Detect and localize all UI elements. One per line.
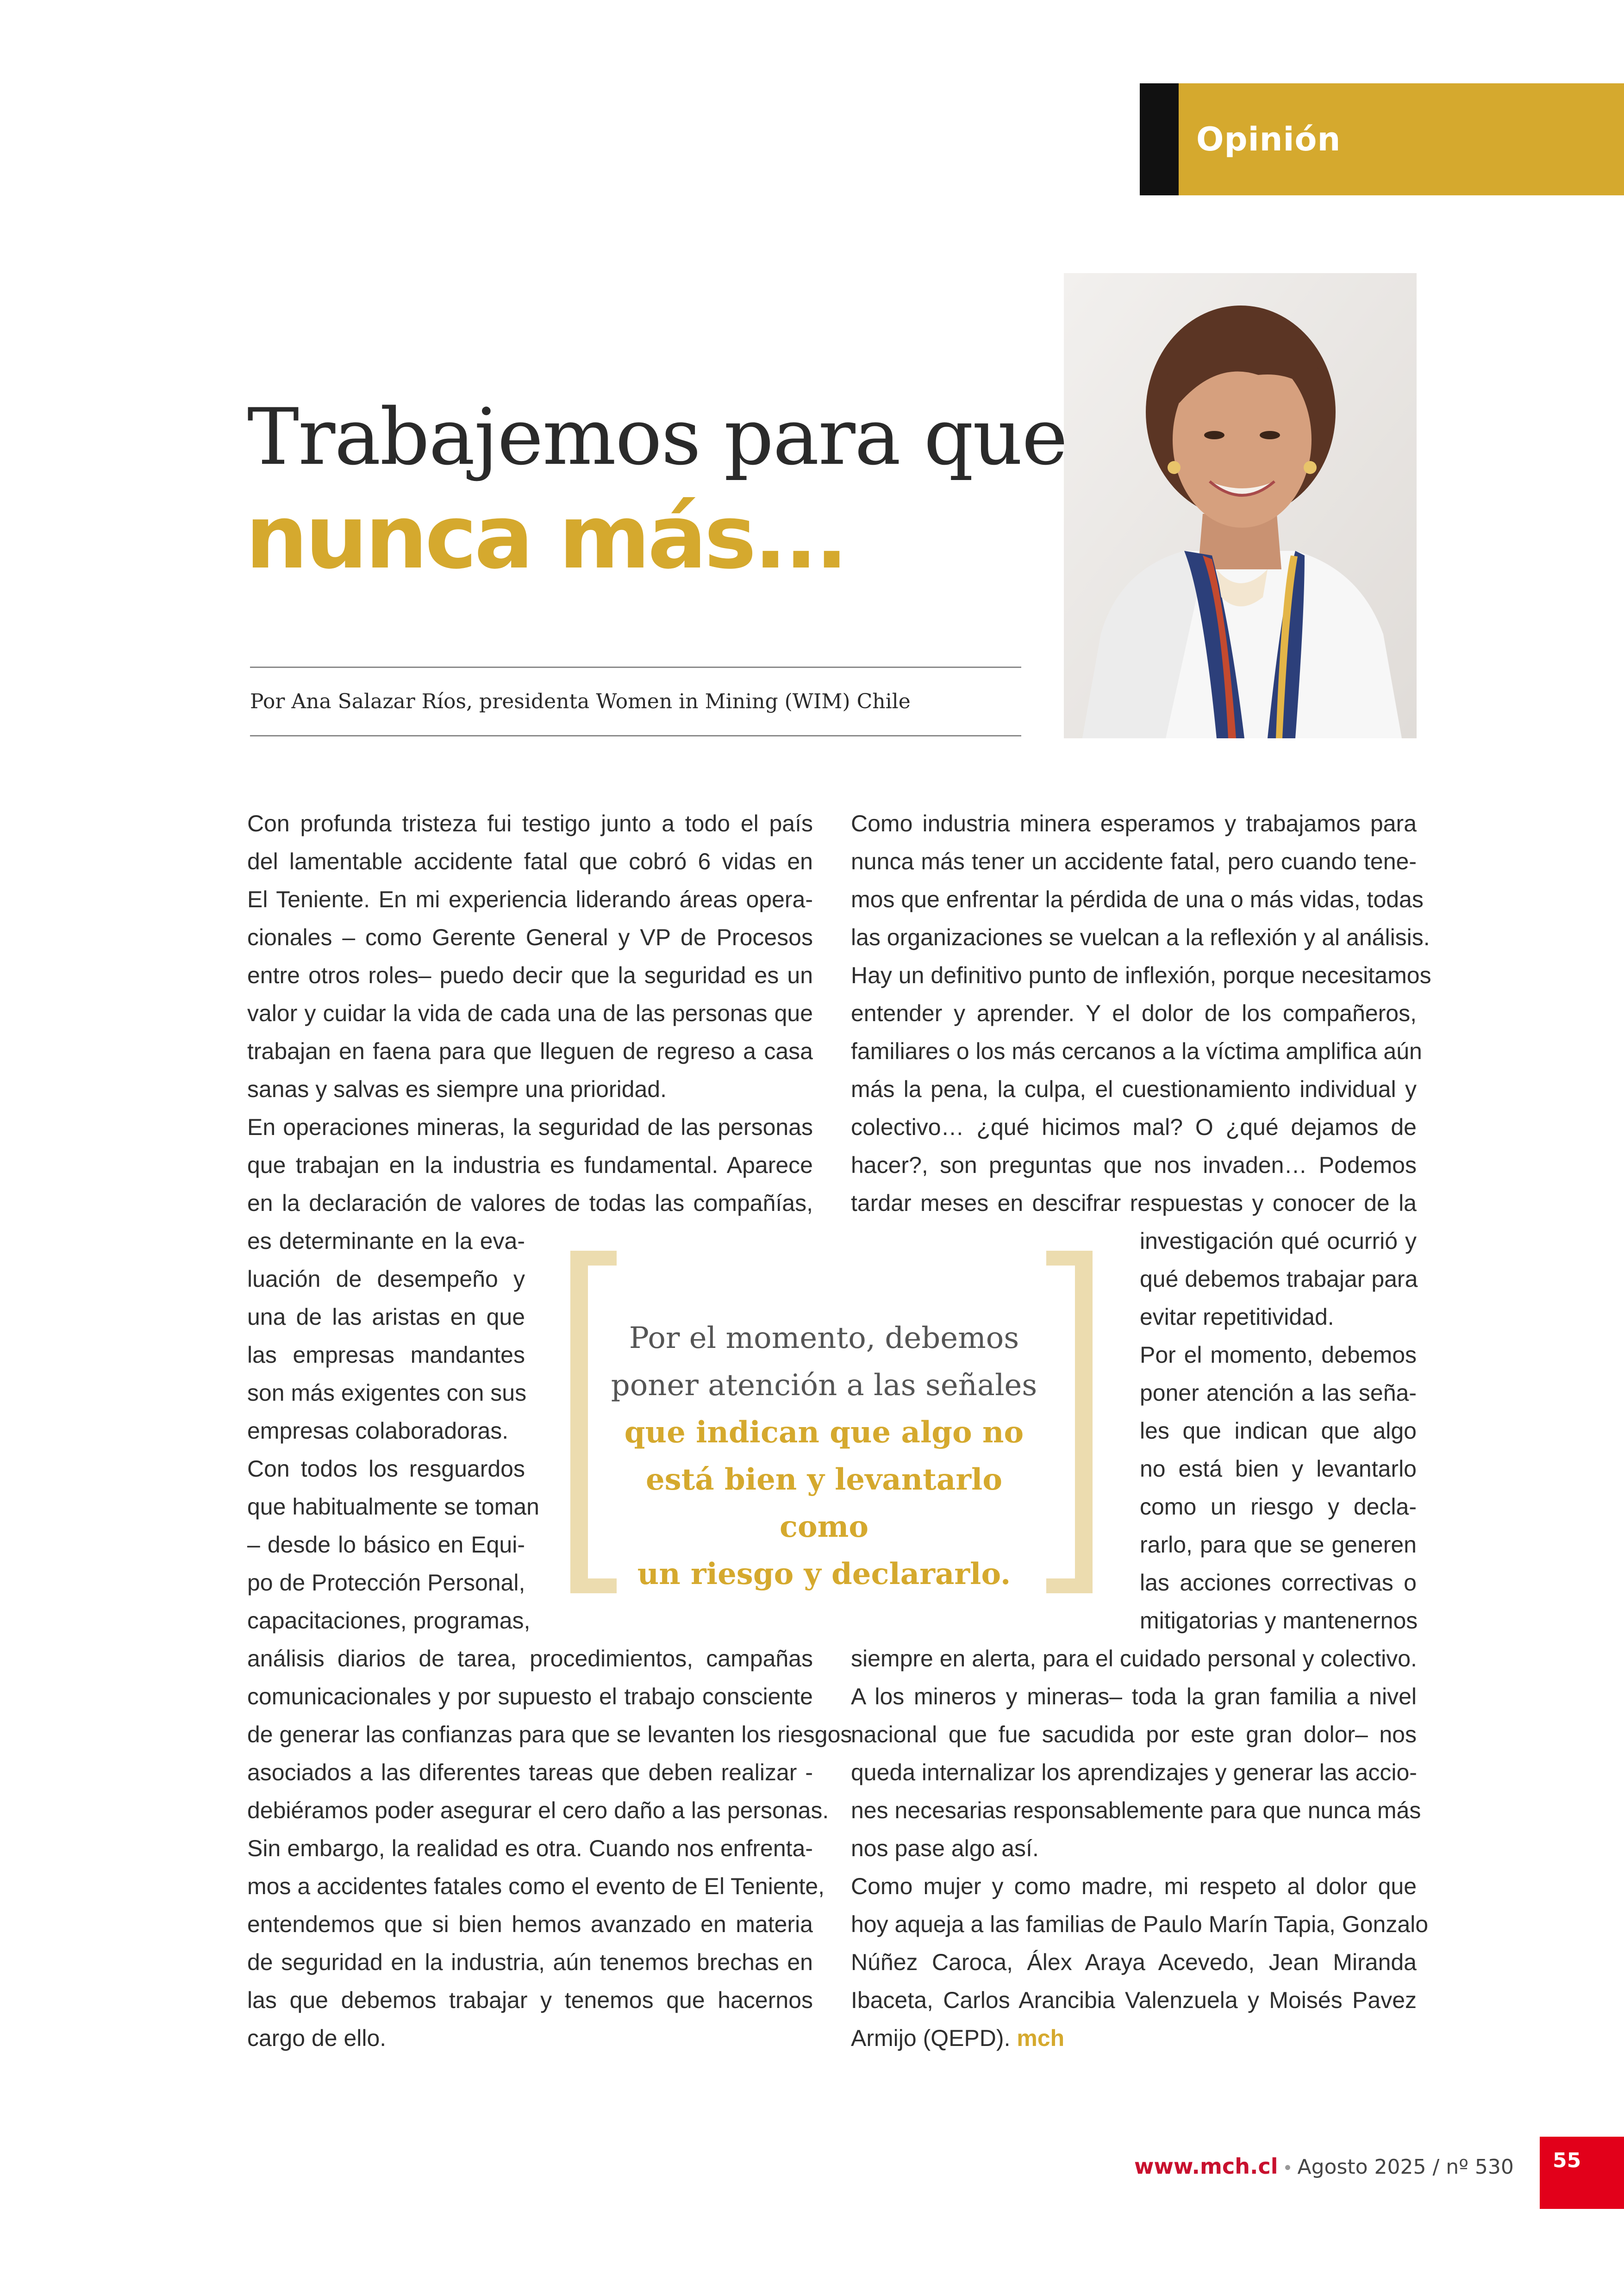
text-line: luación de desempeño y [247,1266,525,1292]
pull-quote-line: un riesgo y declararlo. [637,1557,1011,1591]
text-line: capacitaciones, programas, [247,1608,531,1634]
byline: Por Ana Salazar Ríos, presidenta Women in Mining (WIM) Chile [250,690,911,713]
rule-top [250,667,1021,668]
text-line: tardar meses en descifrar respuestas y conocer de la [851,1190,1417,1216]
text-line: valor y cuidar la vida de cada una de las personas que [247,1000,813,1026]
text-line: Ibaceta, Carlos Arancibia Valenzuela y Moisés Pavez [851,1987,1417,2013]
text-line: – desde lo básico en Equi- [247,1532,525,1558]
text-line: Como mujer y como madre, mi respeto al dolor que [851,1873,1417,1899]
pull-quote [602,1315,1046,1598]
left-column-bottom [247,1640,852,2057]
text-line: que habitualmente se toman [247,1494,539,1520]
text-line: Núñez Caroca, Álex Araya Acevedo, Jean Miranda [851,1949,1417,1975]
text-line: A los mineros y mineras– toda la gran familia a nivel [851,1684,1417,1709]
text-line: po de Protección Personal, [247,1570,525,1596]
text-line: mos que enfrentar la pérdida de una o más vidas, todas [851,886,1424,912]
rule-bottom [250,735,1021,736]
text-line: sanas y salvas es siempre una prioridad. [247,1076,667,1102]
left-column-narrow [247,1222,539,1640]
text-line: asociados a las diferentes tareas que deben realizar - [247,1759,813,1785]
text-line: las organizaciones se vuelcan a la reflexión y al análisis. [851,924,1430,950]
text-line: les que indican que algo [1140,1418,1417,1444]
text-line: En operaciones mineras, la seguridad de las personas [247,1114,813,1140]
text-line: Por el momento, debemos [1140,1342,1417,1368]
text-line: nes necesarias responsablemente para que nunca más [851,1797,1421,1823]
text-line: es determinante en la eva- [247,1228,525,1254]
text-line: rarlo, para que se generen [1140,1532,1417,1558]
text-line: hacer?, son preguntas que nos invaden… Podemos [851,1152,1417,1178]
text-line: cionales – como Gerente General y VP de Procesos [247,924,813,950]
headline-line-2: nunca más... [245,486,846,588]
text-line: comunicacionales y por supuesto el trabajo consciente [247,1684,813,1709]
text-line: trabajan en faena para que lleguen de regreso a casa [247,1038,813,1064]
text-line: no está bien y levantarlo [1140,1456,1417,1482]
text-line: análisis diarios de tarea, procedimientos, campañas [247,1646,813,1671]
end-mark-logo: mch [1017,2025,1065,2051]
pull-quote-line: está bien y levantarlo como [645,1462,1003,1544]
headline-line-1: Trabajemos para que [247,392,1067,482]
text-line: nacional que fue sacudida por este gran dolor– nos [851,1721,1417,1747]
text-line: poner atención a las seña- [1140,1380,1417,1406]
text-line: las empresas mandantes [247,1342,525,1368]
section-label: Opinión [1196,120,1341,158]
right-column-narrow [1140,1222,1417,1640]
text-line: son más exigentes con sus [247,1380,527,1406]
page-number: 55 [1540,2137,1624,2209]
text-line: Con profunda tristeza fui testigo junto a todo el país [247,811,813,836]
text-line: entender y aprender. Y el dolor de los compañeros, [851,1000,1417,1026]
text-line: nos pase algo así. [851,1835,1039,1861]
text-line: mitigatorias y mantenernos [1140,1608,1418,1634]
pull-quote-line: Por el momento, debemos [629,1321,1019,1355]
footer-separator: • [1284,2158,1291,2178]
section-tab [1140,83,1624,195]
text-line: que trabajan en la industria es fundamental. Aparece [247,1152,813,1178]
text-line: cargo de ello. [247,2025,387,2051]
text-line: las acciones correctivas o [1140,1570,1417,1596]
text-line: en la declaración de valores de todas las compañías, [247,1190,813,1216]
left-column-top [247,804,813,1222]
text-line: del lamentable accidente fatal que cobró 6 vidas en [247,848,813,874]
footer-issue: Agosto 2025 / nº 530 [1297,2155,1514,2179]
text-line: El Teniente. En mi experiencia liderando áreas opera- [247,886,813,912]
text-line: investigación qué ocurrió y [1140,1228,1417,1254]
text-line: queda internalizar los aprendizajes y generar las accio- [851,1759,1417,1785]
footer [1134,2152,1514,2180]
right-column-bottom [851,1640,1429,2057]
text-line: entre otros roles– puedo decir que la seguridad es un [247,962,813,988]
text-line: colectivo… ¿qué hicimos mal? O ¿qué dejamos de [851,1114,1417,1140]
text-line: hoy aqueja a las familias de Paulo Marín Tapia, Gonzalo [851,1911,1429,1937]
text-line: Como industria minera esperamos y trabajamos para [851,811,1417,836]
text-line: siempre en alerta, para el cuidado personal y colectivo. [851,1646,1417,1671]
text-line: Sin embargo, la realidad es otra. Cuando nos enfrenta- [247,1835,813,1861]
text-line: evitar repetitividad. [1140,1304,1334,1330]
text-line: mos a accidentes fatales como el evento de El Teniente, [247,1873,825,1899]
author-photo [1064,273,1417,738]
text-line: Hay un definitivo punto de inflexión, porque necesitamos [851,962,1431,988]
footer-url-link[interactable]: www.mch.cl [1134,2154,1278,2179]
text-line: debiéramos poder asegurar el cero daño a las personas. [247,1797,829,1823]
text-line: qué debemos trabajar para [1140,1266,1418,1292]
text-line: familiares o los más cercanos a la víctima amplifica aún [851,1038,1422,1064]
text-line: nunca más tener un accidente fatal, pero cuando tene- [851,848,1417,874]
text-line: empresas colaboradoras. [247,1418,509,1444]
text-line: de seguridad en la industria, aún tenemos brechas en [247,1949,813,1975]
text-line: de generar las confianzas para que se levanten los riesgos [247,1721,852,1747]
closing-text: Armijo (QEPD). [851,2025,1011,2051]
text-line: como un riesgo y decla- [1140,1494,1417,1520]
text-line: entendemos que si bien hemos avanzado en materia [247,1911,813,1937]
closing-line [851,2019,1417,2057]
quote-bracket-right [1046,1251,1093,1593]
right-column-top [851,804,1431,1222]
text-line: Con todos los resguardos [247,1456,525,1482]
text-line: más la pena, la culpa, el cuestionamiento individual y [851,1076,1417,1102]
text-line: las que debemos trabajar y tenemos que hacernos [247,1987,813,2013]
pull-quote-line: poner atención a las señales [611,1368,1037,1403]
text-line: una de las aristas en que [247,1304,525,1330]
pull-quote-line: que indican que algo no [624,1415,1024,1450]
section-tab-black-bar [1140,83,1179,195]
